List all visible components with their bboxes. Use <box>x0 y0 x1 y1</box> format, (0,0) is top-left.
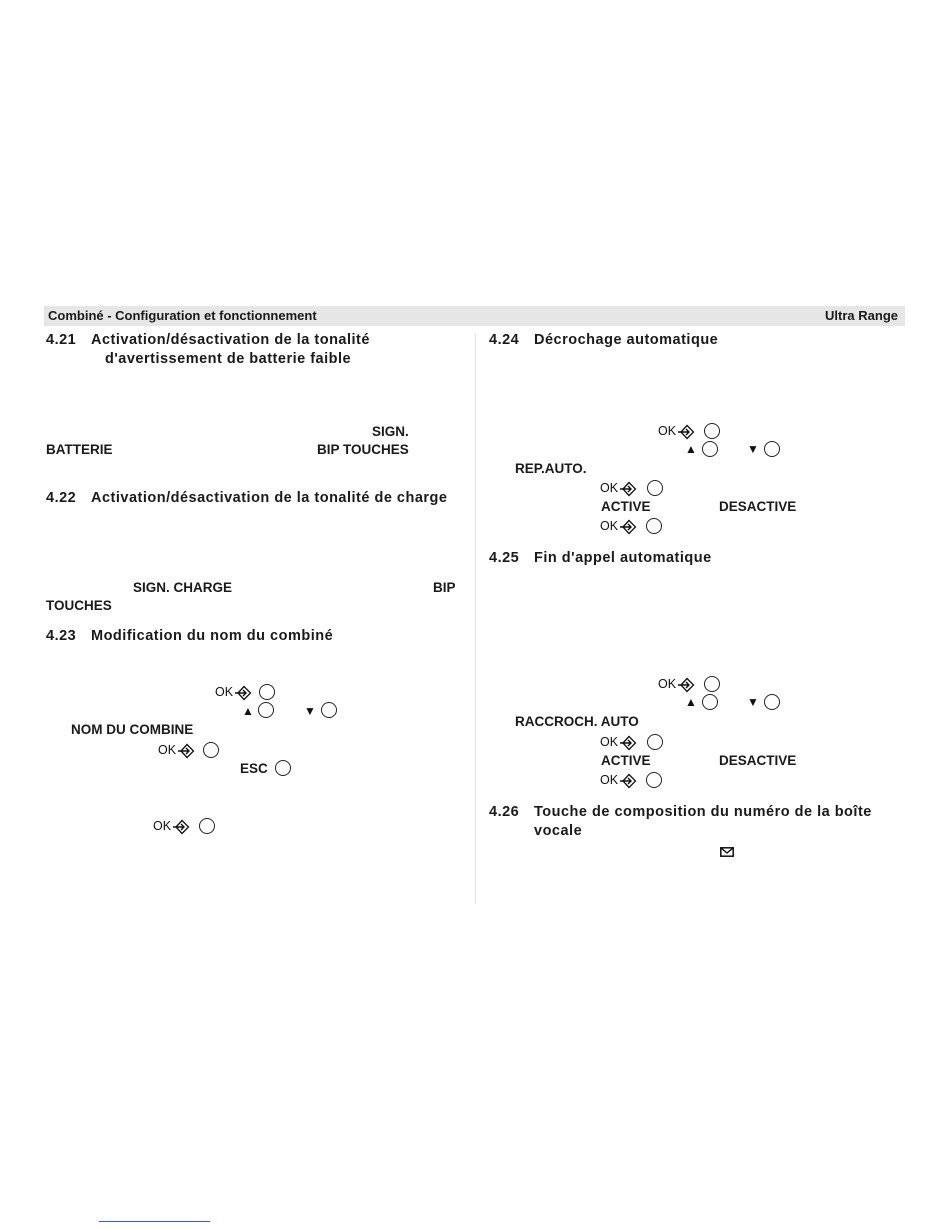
round-key-icon <box>764 441 780 457</box>
section-number: 4.26 <box>489 804 520 820</box>
up-arrow-icon: ▲ <box>685 695 697 709</box>
section-number: 4.22 <box>46 490 77 506</box>
header-product: Ultra Range <box>825 308 898 323</box>
down-arrow-icon: ▼ <box>747 695 759 709</box>
round-key-icon <box>646 772 662 788</box>
footer-link-underline <box>99 1221 210 1222</box>
ok-enter-arrow-icon <box>620 772 638 790</box>
menu-keyword: ESC <box>240 761 268 776</box>
ok-enter-arrow-icon <box>620 480 638 498</box>
column-divider <box>475 334 476 904</box>
ok-enter-arrow-icon <box>678 423 696 441</box>
section-title-cont: vocale <box>534 823 583 839</box>
option-active: ACTIVE <box>601 753 651 768</box>
ok-enter-arrow-icon <box>620 734 638 752</box>
up-arrow-icon: ▲ <box>242 704 254 718</box>
ok-enter-arrow-icon <box>178 742 196 760</box>
section-title: Modification du nom du combiné <box>91 628 334 644</box>
option-desactive: DESACTIVE <box>719 499 797 514</box>
round-key-icon <box>647 734 663 750</box>
round-key-icon <box>321 702 337 718</box>
round-key-icon <box>203 742 219 758</box>
ok-enter-arrow-icon <box>173 818 191 836</box>
section-number: 4.21 <box>46 332 77 348</box>
round-key-icon <box>199 818 215 834</box>
section-title: Fin d'appel automatique <box>534 550 712 566</box>
envelope-icon <box>720 847 734 857</box>
menu-keyword: BATTERIE <box>46 442 113 457</box>
ok-enter-arrow-icon <box>678 676 696 694</box>
menu-keyword: BIP TOUCHES <box>317 442 409 457</box>
menu-keyword: NOM DU COMBINE <box>71 722 194 737</box>
round-key-icon <box>764 694 780 710</box>
round-key-icon <box>647 480 663 496</box>
section-number: 4.23 <box>46 628 77 644</box>
round-key-icon <box>702 694 718 710</box>
menu-keyword: BIP <box>433 580 456 595</box>
option-active: ACTIVE <box>601 499 651 514</box>
round-key-icon <box>702 441 718 457</box>
section-title-cont: d'avertissement de batterie faible <box>105 351 352 367</box>
round-key-icon <box>259 684 275 700</box>
round-key-icon <box>258 702 274 718</box>
menu-keyword: TOUCHES <box>46 598 112 613</box>
section-number: 4.24 <box>489 332 520 348</box>
menu-keyword: RACCROCH. AUTO <box>515 714 639 729</box>
menu-keyword: SIGN. <box>372 424 409 439</box>
round-key-icon <box>704 676 720 692</box>
ok-enter-arrow-icon <box>235 684 253 702</box>
section-title: Décrochage automatique <box>534 332 719 348</box>
down-arrow-icon: ▼ <box>747 442 759 456</box>
ok-enter-arrow-icon <box>620 518 638 536</box>
round-key-icon <box>646 518 662 534</box>
header-title: Combiné - Configuration et fonctionnement <box>48 308 317 323</box>
round-key-icon <box>275 760 291 776</box>
section-number: 4.25 <box>489 550 520 566</box>
down-arrow-icon: ▼ <box>304 704 316 718</box>
up-arrow-icon: ▲ <box>685 442 697 456</box>
section-title: Activation/désactivation de la tonalité de charge <box>91 490 448 506</box>
section-title: Activation/désactivation de la tonalité <box>91 332 370 348</box>
section-title: Touche de composition du numéro de la boîte <box>534 804 872 820</box>
option-desactive: DESACTIVE <box>719 753 797 768</box>
round-key-icon <box>704 423 720 439</box>
menu-keyword: SIGN. CHARGE <box>133 580 233 595</box>
menu-keyword: REP.AUTO. <box>515 461 587 476</box>
